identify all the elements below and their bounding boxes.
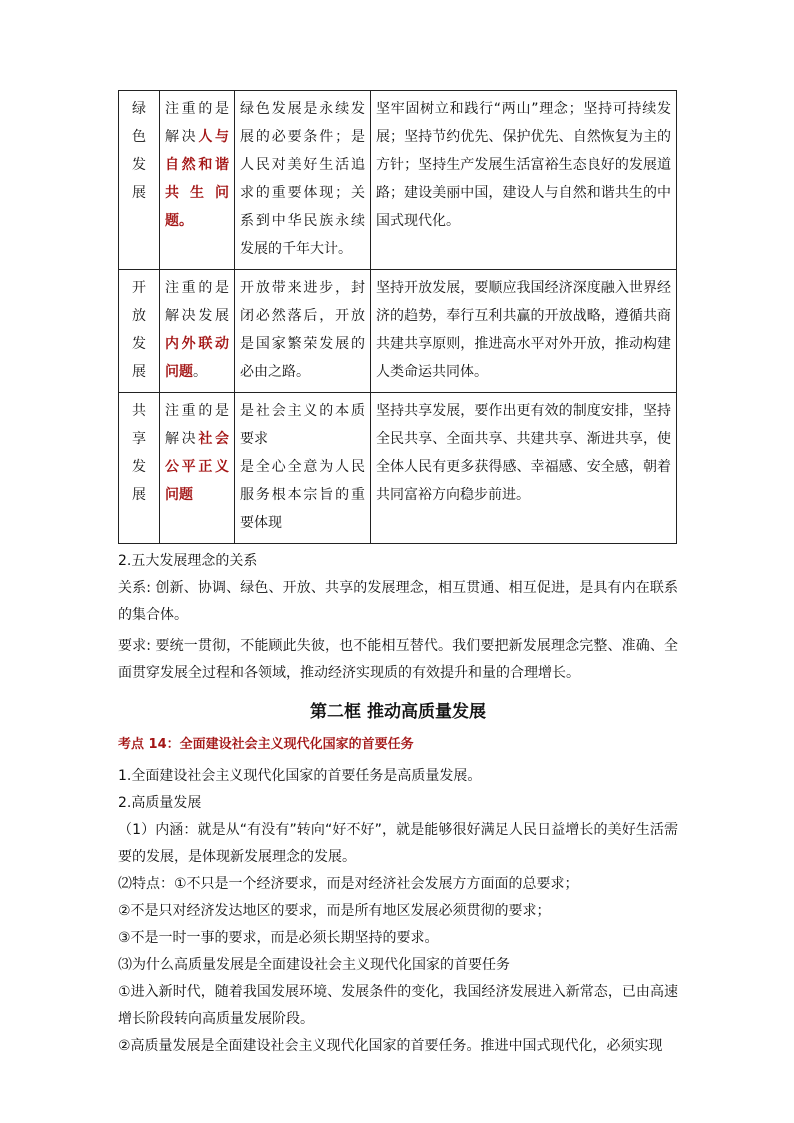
description-cell: 开放带来进步，封闭必然落后，开放是国家繁荣发展的必由之路。	[235, 270, 371, 393]
description-cell: 是社会主义的本质要求 是全心全意为人民服务根本宗旨的重要体现	[235, 393, 371, 544]
concept-name-cell: 共 享 发 展	[119, 393, 160, 544]
table-row-green	[119, 91, 677, 270]
requirement-cell: 坚持开放发展，要顺应我国经济深度融入世界经济的趋势，奉行互利共赢的开放战略，遵循共商共建共享原则，推进高水平对外开放，推动构建人类命运共同体。	[371, 270, 677, 393]
content-line: ②高质量发展是全面建设社会主义现代化国家的首要任务。推进中国式现代化，必须实现	[118, 1038, 663, 1054]
concept-name-cell: 绿 色 发 展	[119, 91, 160, 270]
focus-cell: 注重的是解决社会公平正义问题	[160, 393, 235, 544]
content-line: 1.全面建设社会主义现代化国家的首要任务是高质量发展。	[118, 768, 482, 784]
content-line: ①进入新时代，随着我国发展环境、发展条件的变化，我国经济发展进入新常态，已由高速增长阶段转向高质量发展阶段。	[118, 984, 678, 1027]
content-line: ⑶为什么高质量发展是全面建设社会主义现代化国家的首要任务	[118, 957, 510, 973]
focus-cell: 注重的是解决发展内外联动问题。	[160, 270, 235, 393]
focus-cell: 注重的是解决人与自然和谐共生问题。	[160, 91, 235, 270]
development-concepts-table	[118, 90, 677, 544]
content-line: ③不是一时一事的要求，而是必须长期坚持的要求。	[118, 930, 439, 946]
focus-highlight: 社会公平正义问题	[165, 431, 230, 503]
requirement-cell: 坚持共享发展，要作出更有效的制度安排，坚持全民共享、全面共享、共建共享、渐进共享，使全体人民有更多获得感、幸福感、安全感，朝着共同富裕方向稳步前进。	[371, 393, 677, 544]
content-line: 2.高质量发展	[118, 795, 202, 811]
table-row-shared	[119, 393, 677, 544]
exam-point-heading: 考点 14：全面建设社会主义现代化国家的首要任务	[118, 737, 414, 752]
content-line: ⑵特点：①不只是一个经济要求，而是对经济社会发展方方面面的总要求；	[118, 876, 579, 892]
focus-highlight: 内外联动问题	[165, 336, 229, 380]
table-row-open	[119, 270, 677, 393]
focus-highlight: 人与自然和谐共生问题。	[165, 129, 230, 229]
content-line: （1）内涵：就是从“有没有”转向“好不好”，就是能够很好满足人民日益增长的美好生活需要的发展，是体现新发展理念的发展。	[118, 822, 678, 865]
content-line: ②不是只对经济发达地区的要求，而是所有地区发展必须贯彻的要求；	[118, 903, 551, 919]
requirement-paragraph: 要求: 要统一贯彻，不能顾此失彼，也不能相互替代。我们要把新发展理念完整、准确、全面贯穿发展全过程和各领域，推动经济实现质的有效提升和量的合理增长。	[118, 638, 678, 681]
requirement-cell: 坚牢固树立和践行“两山”理念；坚持可持续发展；坚持节约优先、保护优先、自然恢复为主的方针；坚持生产发展生活富裕生态良好的发展道路；建设美丽中国，建设人与自然和谐共生的中国式现代化。	[371, 91, 677, 270]
section-subtitle: 2.五大发展理念的关系	[118, 553, 258, 569]
concept-name-cell: 开 放 发 展	[119, 270, 160, 393]
relation-paragraph: 关系: 创新、协调、绿色、开放、共享的发展理念，相互贯通、相互促进，是具有内在联系的集合体。	[118, 580, 678, 623]
document-page	[118, 90, 678, 1060]
description-cell: 绿色发展是永续发展的必要条件；是人民对美好生活追求的重要体现；关系到中华民族永续发展的千年大计。	[235, 91, 371, 270]
section-heading: 第二框 推动高质量发展	[310, 702, 486, 722]
